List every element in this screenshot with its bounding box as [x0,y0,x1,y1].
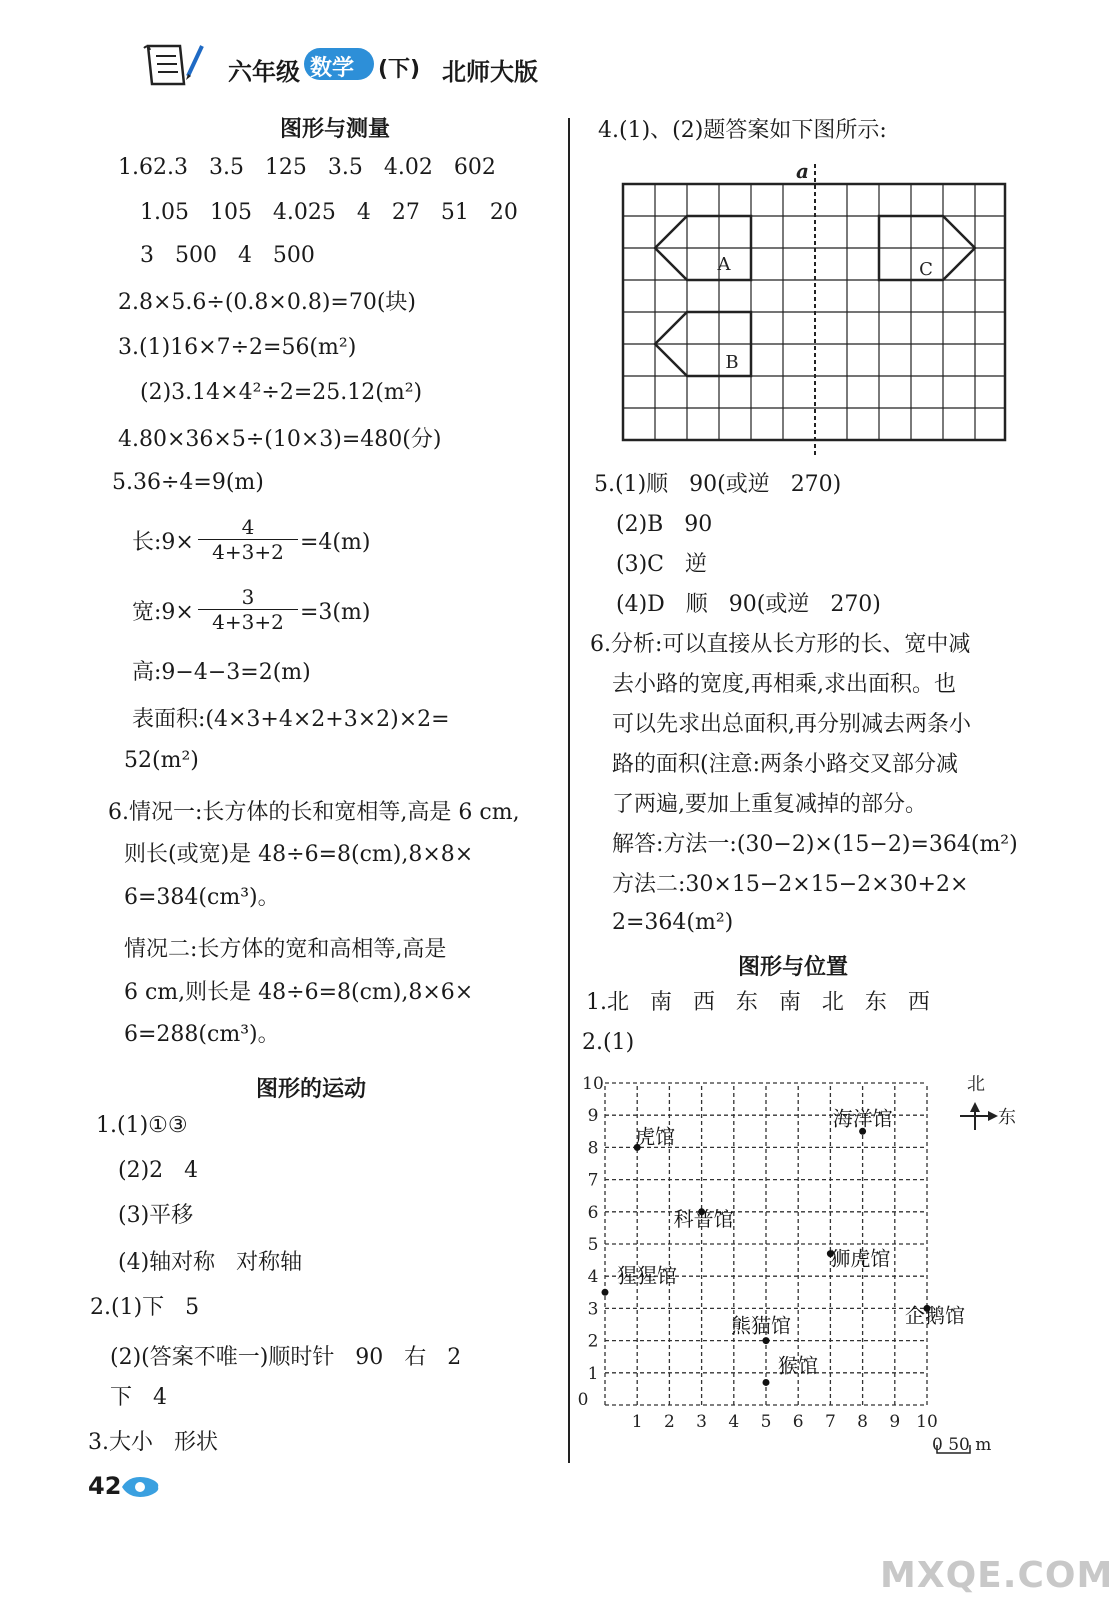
q5-length-prefix: 长:9× [132,530,194,555]
place-dot [602,1289,609,1296]
subject-badge [304,48,374,80]
compass-east-label: 东 [998,1107,1016,1128]
y-tick-label: 3 [587,1299,599,1320]
place-label: 猩猩馆 [617,1263,677,1288]
place-label: 猴馆 [778,1353,818,1378]
y-tick-label: 9 [587,1106,599,1127]
q5-width-prefix: 宽:9× [132,600,194,625]
x-tick-label: 8 [857,1412,869,1432]
r-q6-line2: 去小路的宽度,再相乘,求出面积。也 [612,672,956,697]
q6-line2: 则长(或宽)是 48÷6=8(cm),8×8× [124,842,474,867]
x-tick-label: 9 [889,1412,901,1432]
q1-line3: 3 500 4 500 [140,243,315,268]
fraction-numerator: 4 [198,515,298,540]
place-dot [763,1337,770,1344]
r-q5-1: 5.(1)顺 90(或逆 270) [594,472,842,497]
y-tick-label: 7 [587,1170,599,1191]
compass-north-label: 北 [967,1074,985,1095]
q5-width-result: =3(m) [300,600,371,625]
compass-north-arrow [970,1102,980,1112]
section-title-position: 图形与位置 [738,954,849,980]
place-label: 狮虎馆 [830,1246,891,1271]
q1-line1: 1.62.3 3.5 125 3.5 4.02 602 [118,155,496,180]
position-q1: 1.北 南 西 东 南 北 东 西 [586,990,930,1015]
r-q4-line: 4.(1)、(2)题答案如下图所示: [598,118,887,143]
q3-line2: (2)3.14×4²÷2=25.12(m²) [140,380,423,405]
y-tick-label: 1 [587,1363,599,1384]
q2-line: 2.8×5.6÷(0.8×0.8)=70(块) [118,290,417,315]
place-label: 科普馆 [673,1206,734,1231]
y-tick-label: 10 [582,1074,604,1094]
x-tick-label: 6 [792,1412,804,1432]
compass-east-arrow [988,1111,998,1121]
q5-height-line: 高:9−4−3=2(m) [132,660,311,685]
shape-a-label: A [717,254,731,275]
page-tab-icon [118,1472,164,1502]
r-q6-line4: 路的面积(注意:两条小路交叉部分减 [612,752,958,777]
r-q6-line7: 方法二:30×15−2×15−2×30+2× [612,872,969,897]
place-label: 熊猫馆 [731,1313,791,1338]
place-dot [763,1379,770,1386]
y-tick-label: 6 [587,1202,599,1223]
q4-line: 4.80×36×5÷(10×3)=480(分) [118,427,442,452]
y-tick-label: 5 [587,1235,599,1255]
q6-line1: 6.情况一:长方体的长和宽相等,高是 6 cm, [108,800,520,825]
place-label: 企鹅馆 [905,1303,965,1328]
motion-q2-1: 2.(1)下 5 [90,1295,200,1320]
fraction-denominator: 4+3+2 [212,540,284,564]
r-q6-line3: 可以先求出总面积,再分别减去两条小 [612,712,971,737]
q6-line5: 6 cm,则长是 48÷6=8(cm),8×6× [124,980,474,1005]
section-title-motion: 图形的运动 [256,1076,367,1102]
position-q2: 2.(1) [582,1030,635,1055]
x-tick-label: 4 [728,1412,740,1432]
section-title-measure: 图形与测量 [280,116,391,142]
notebook-pen-icon [140,40,210,90]
x-tick-label: 10 [916,1412,938,1432]
symmetry-grid [618,160,1010,460]
q6-line3: 6=384(cm³)。 [124,885,280,910]
axis-label: a [796,159,809,183]
q5-length-result: =4(m) [300,530,371,555]
q1-line2: 1.05 105 4.025 4 27 51 20 [140,200,518,225]
fraction-denominator: 4+3+2 [212,610,284,634]
shape-b-label: B [725,352,739,373]
motion-q1-4: (4)轴对称 对称轴 [118,1250,303,1275]
r-q5-4: (4)D 顺 90(或逆 270) [616,592,881,617]
subject-label: 数学 [310,56,355,81]
edition-label: 北师大版 [442,58,538,86]
grade-label: 六年级 [228,58,300,86]
volume-label: (下) [378,57,421,82]
x-tick-label: 7 [824,1412,836,1432]
x-tick-label: 1 [631,1412,643,1432]
watermark: MXQE.COM [880,1555,1113,1596]
y-tick-label: 4 [587,1267,599,1288]
zoo-coordinate-map [570,1060,1030,1480]
place-label: 虎馆 [635,1124,676,1149]
r-q6-line5: 了两遍,要加上重复减掉的部分。 [612,792,927,817]
r-q6-line1: 6.分析:可以直接从长方形的长、宽中减 [590,632,971,657]
fraction-numerator: 3 [198,585,298,610]
motion-q2-3: 下 4 [110,1385,167,1410]
motion-q1-1: 1.(1)①③ [96,1113,188,1138]
q5-area-line1: 表面积:(4×3+4×2+3×2)×2= [132,707,450,732]
q5-width-fraction [198,585,298,634]
q3-line1: 3.(1)16×7÷2=56(m²) [118,335,357,360]
scale-label: 0 50 m [932,1435,992,1455]
r-q5-3: (3)C 逆 [616,552,707,577]
y-tick-label: 2 [587,1331,599,1352]
x-tick-label: 5 [760,1412,772,1432]
y-tick-label: 8 [587,1138,599,1159]
x-tick-label: 0 [577,1390,589,1410]
page-number: 42 [88,1472,122,1500]
x-tick-label: 3 [696,1412,708,1432]
x-tick-label: 2 [663,1412,675,1432]
r-q6-line8: 2=364(m²) [612,910,734,935]
motion-q3: 3.大小 形状 [88,1430,218,1455]
place-label: 海洋馆 [832,1106,893,1131]
q5-line: 5.36÷4=9(m) [112,470,264,495]
q5-area-line2: 52(m²) [124,748,199,773]
r-q5-2: (2)B 90 [616,512,713,537]
q6-line6: 6=288(cm³)。 [124,1022,280,1047]
motion-q2-2: (2)(答案不唯一)顺时针 90 右 2 [110,1345,462,1370]
shape-c-label: C [919,259,933,280]
q6-line4: 情况二:长方体的宽和高相等,高是 [124,937,447,962]
q5-length-fraction [198,515,298,564]
motion-q1-3: (3)平移 [118,1203,194,1228]
r-q6-line6: 解答:方法一:(30−2)×(15−2)=364(m²) [612,832,1018,857]
motion-q1-2: (2)2 4 [118,1158,199,1183]
